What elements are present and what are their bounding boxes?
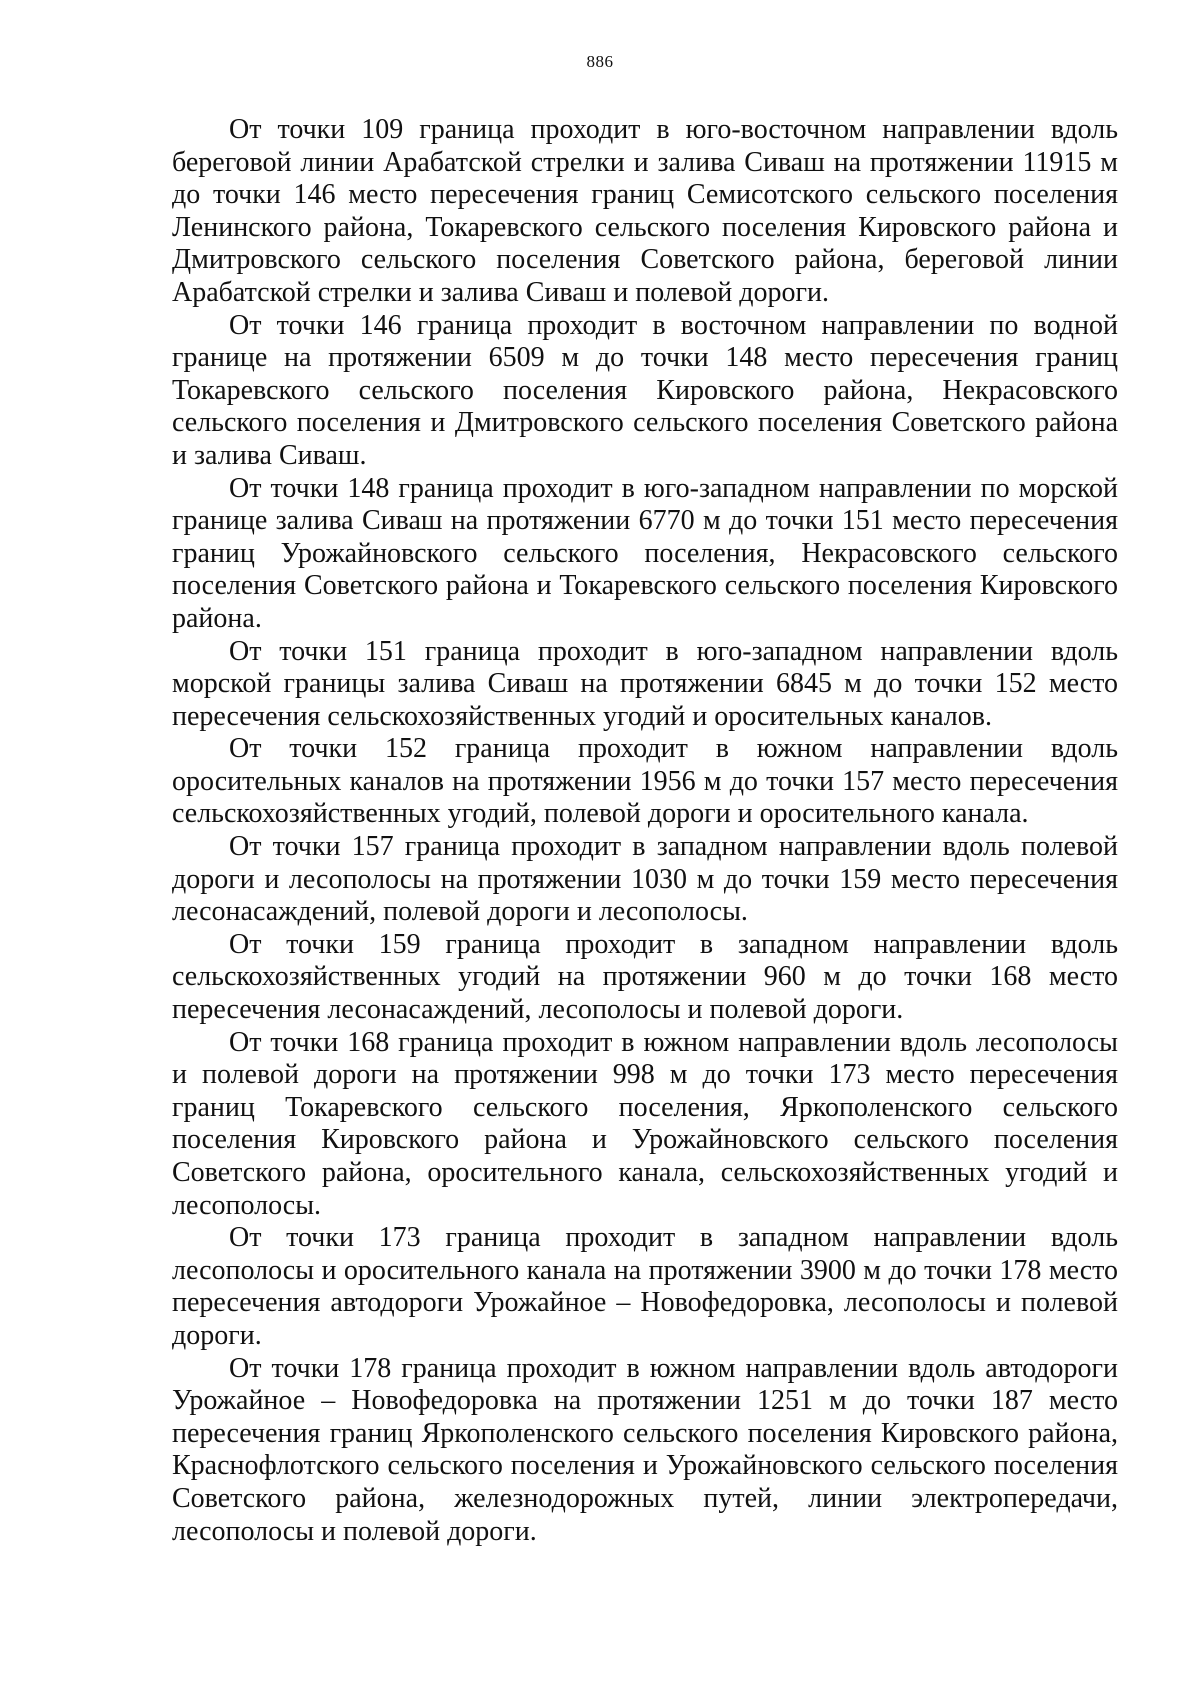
paragraph: От точки 168 граница проходит в южном направлении вдоль лесополосы и полевой дороги на протяжении 998 м до точки 173 место пересечения границ Токаревского сельского поселения, Яркополенского сельского поселения Кировского района и Урожайновского сельского поселения Советского района, оросительного канала, сельскохозяйственных угодий и лесополосы. [172, 1026, 1118, 1221]
paragraph: От точки 109 граница проходит в юго-восточном направлении вдоль береговой линии Арабатской стрелки и залива Сиваш на протяжении 11915 м до точки 146 место пересечения границ Семисотского сельского поселения Ленинского района, Токаревского сельского поселения Кировского района и Дмитровского сельского поселения Советского района, береговой линии Арабатской стрелки и залива Сиваш и полевой дороги. [172, 114, 1118, 308]
paragraph: От точки 157 граница проходит в западном направлении вдоль полевой дороги и лесополосы на протяжении 1030 м до точки 159 место пересечения лесонасаждений, полевой дороги и лесополосы. [172, 831, 1118, 928]
paragraph: От точки 152 граница проходит в южном направлении вдоль оросительных каналов на протяжении 1956 м до точки 157 место пересечения сельскохозяйственных угодий, полевой дороги и оросительного канала. [172, 733, 1118, 830]
paragraph: От точки 178 граница проходит в южном направлении вдоль автодороги Урожайное – Новофедоровка на протяжении 1251 м до точки 187 место пересечения границ Яркополенского сельского поселения Кировского района, Краснофлотского сельского поселения и Урожайновского сельского поселения Советского района, железнодорожных путей, линии электропередачи, лесополосы и полевой дороги. [172, 1352, 1118, 1547]
paragraph: От точки 151 граница проходит в юго-западном направлении вдоль морской границы залива Сиваш на протяжении 6845 м до точки 152 место пересечения сельскохозяйственных угодий и оросительных каналов. [172, 635, 1118, 732]
paragraph: От точки 146 граница проходит в восточном направлении по водной границе на протяжении 6509 м до точки 148 место пересечения границ Токаревского сельского поселения Кировского района, Некрасовского сельского поселения и Дмитровского сельского поселения Советского района и залива Сиваш. [172, 309, 1118, 471]
paragraph: От точки 173 граница проходит в западном направлении вдоль лесополосы и оросительного канала на протяжении 3900 м до точки 178 место пересечения автодороги Урожайное – Новофедоровка, лесополосы и полевой дороги. [172, 1222, 1118, 1351]
paragraph: От точки 159 граница проходит в западном направлении вдоль сельскохозяйственных угодий на протяжении 960 м до точки 168 место пересечения лесонасаждений, лесополосы и полевой дороги. [172, 928, 1118, 1026]
paragraph: От точки 148 граница проходит в юго-западном направлении по морской границе залива Сиваш на протяжении 6770 м до точки 151 место пересечения границ Урожайновского сельского поселения, Некрасовского сельского поселения Советского района и Токаревского сельского поселения Кировского района. [172, 472, 1118, 634]
page-number: 886 [586, 52, 614, 71]
document-body [172, 114, 1118, 1548]
